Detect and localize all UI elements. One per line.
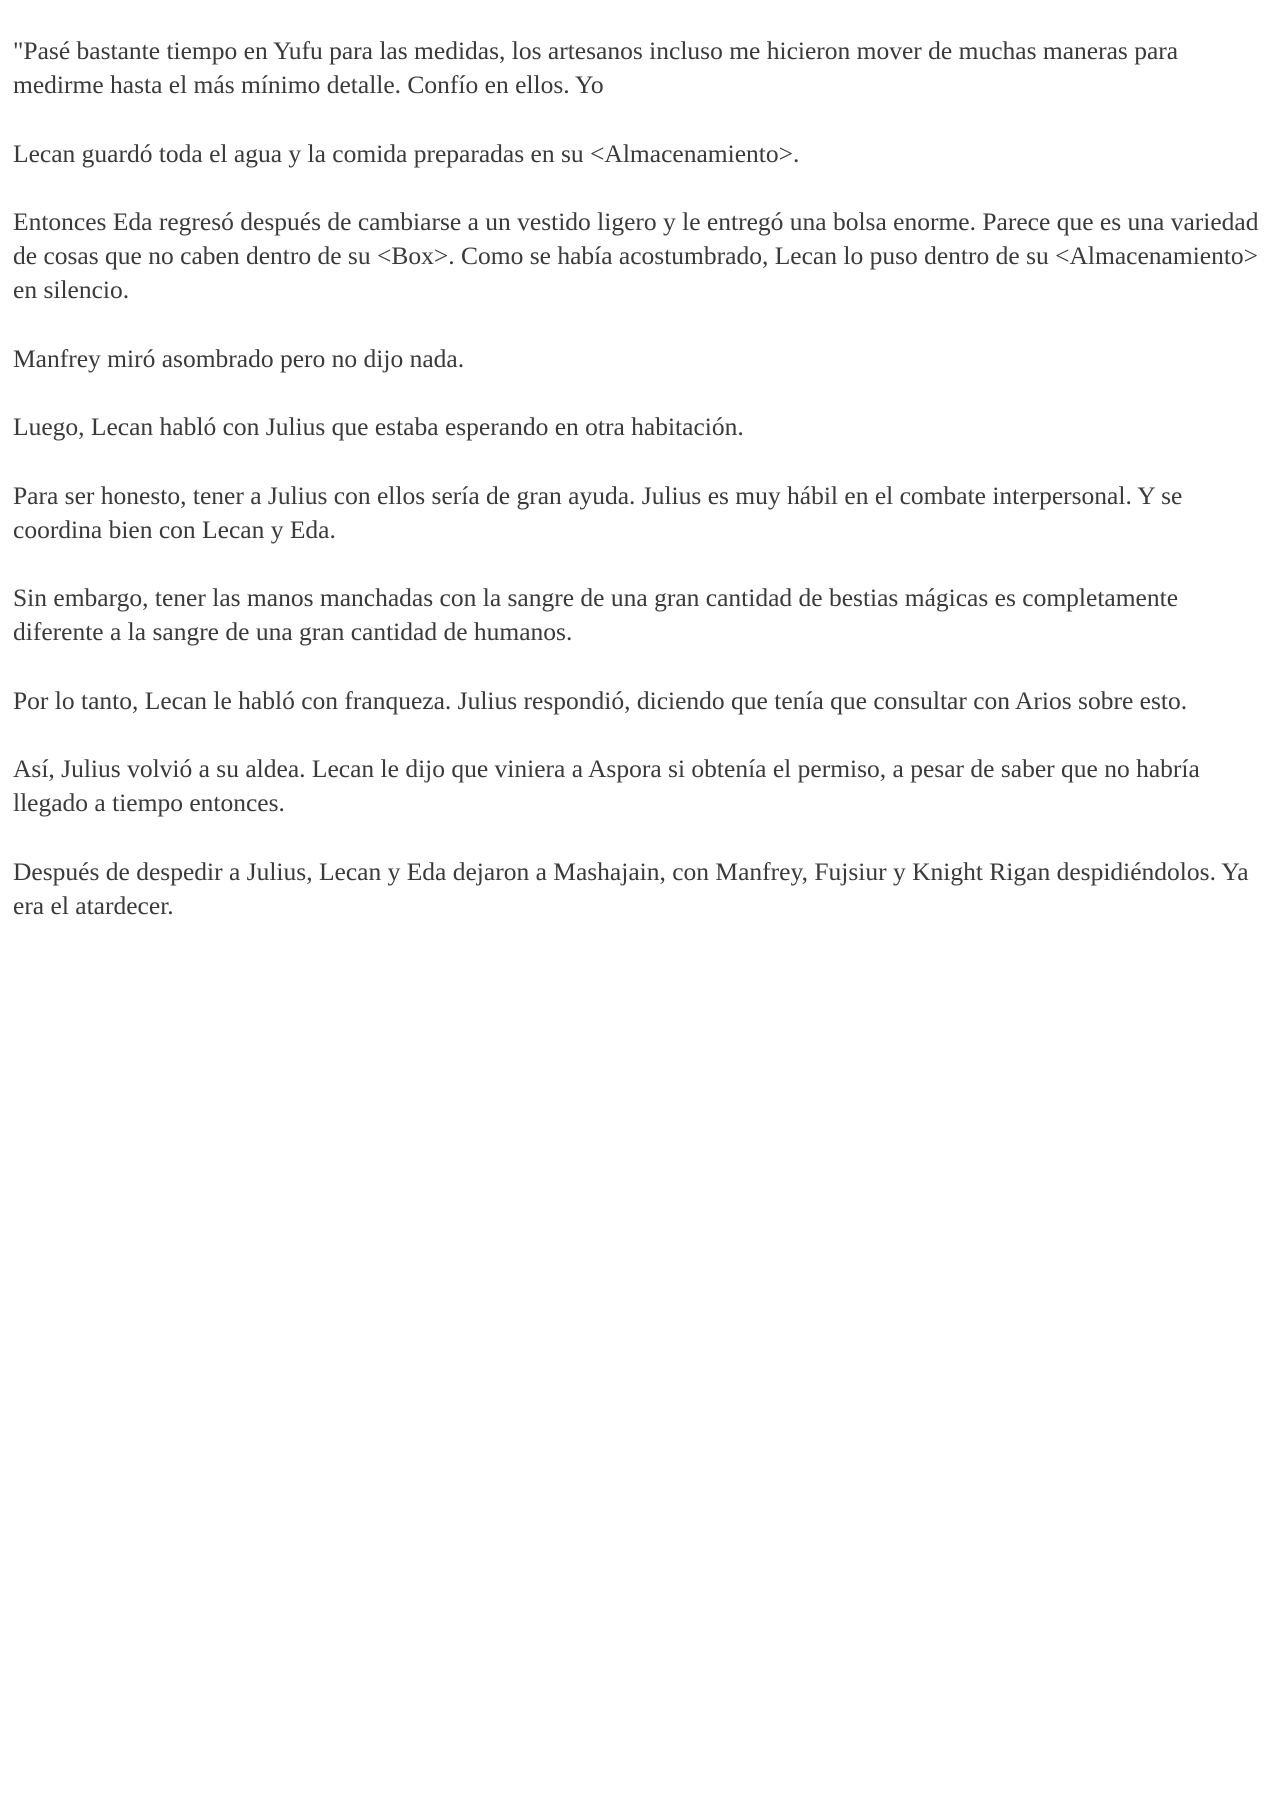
paragraph: Lecan guardó toda el agua y la comida preparadas en su <Almacenamiento>. bbox=[13, 138, 800, 168]
paragraph: Así, Julius volvió a su aldea. Lecan le dijo que viniera a Aspora si obtenía el permiso, a pesar de saber que no habría llegado a tiempo entonces. bbox=[13, 754, 1200, 818]
paragraph: Por lo tanto, Lecan le habló con franqueza. Julius respondió, diciendo que tenía que consultar con Arios sobre esto. bbox=[13, 685, 1188, 715]
document-body bbox=[13, 34, 1263, 923]
paragraph: Entonces Eda regresó después de cambiarse a un vestido ligero y le entregó una bolsa enorme. Parece que es una variedad de cosas que no caben dentro de su <Box>. Como se había acostumbrado, Lecan lo puso dentro de su <Almacenamiento> en silencio. bbox=[13, 206, 1259, 305]
paragraph: Luego, Lecan habló con Julius que estaba esperando en otra habitación. bbox=[13, 412, 744, 442]
paragraph: Para ser honesto, tener a Julius con ellos sería de gran ayuda. Julius es muy hábil en el combate interpersonal. Y se coordina bien con Lecan y Eda. bbox=[13, 480, 1183, 544]
paragraph: Después de despedir a Julius, Lecan y Eda dejaron a Mashajain, con Manfrey, Fujsiur y Knight Rigan despidiéndolos. Ya era el atardecer. bbox=[13, 856, 1249, 920]
paragraph: "Pasé bastante tiempo en Yufu para las medidas, los artesanos incluso me hicieron mover de muchas maneras para medirme hasta el más mínimo detalle. Confío en ellos. Yo bbox=[13, 36, 1179, 100]
paragraph: Manfrey miró asombrado pero no dijo nada. bbox=[13, 343, 465, 373]
paragraph: Sin embargo, tener las manos manchadas con la sangre de una gran cantidad de bestias mágicas es completamente diferente a la sangre de una gran cantidad de humanos. bbox=[13, 583, 1179, 647]
